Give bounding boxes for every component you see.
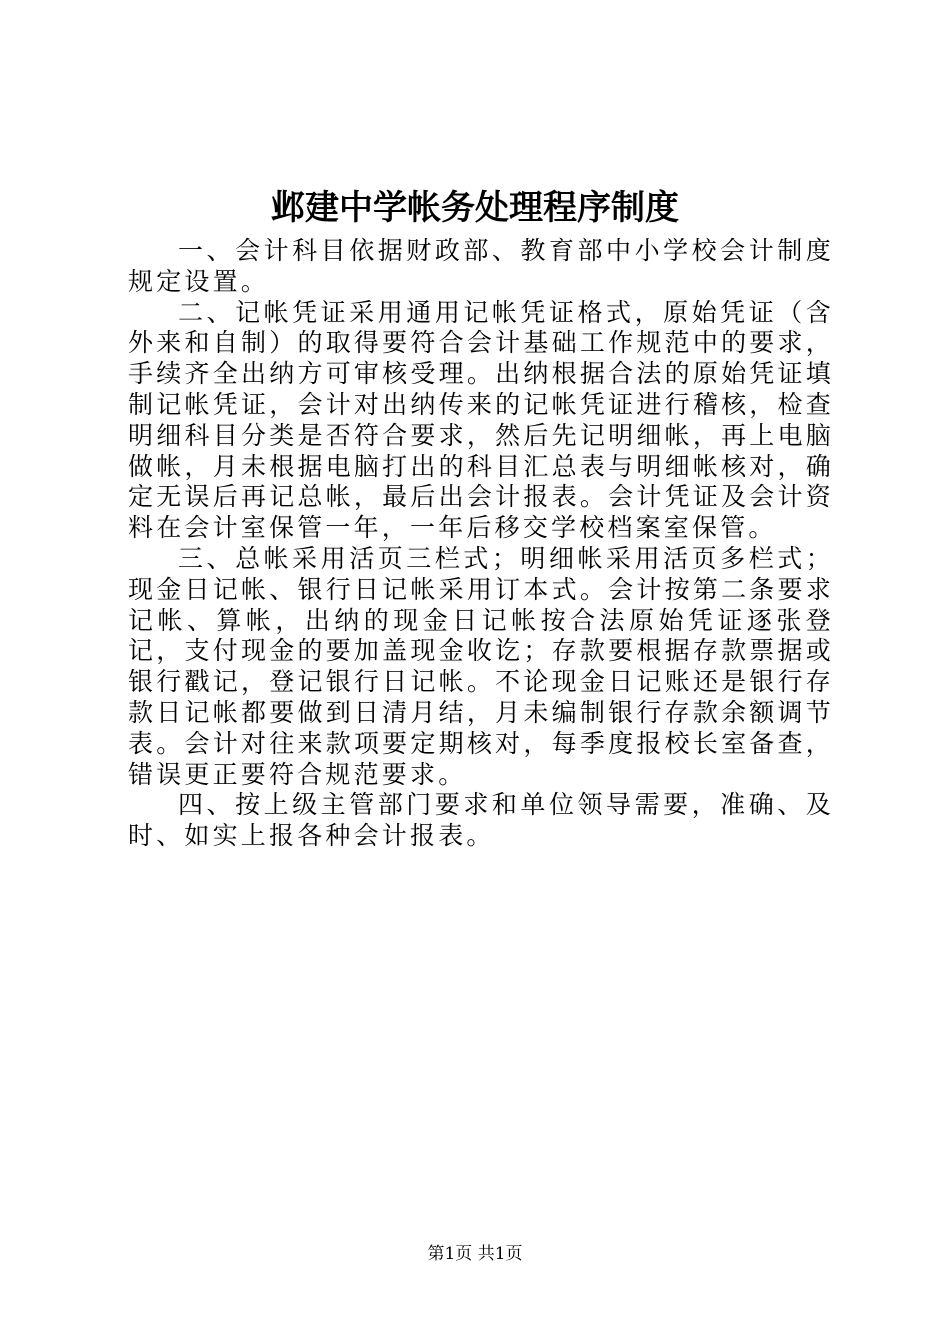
document-title: 邺建中学帐务处理程序制度 [271,188,679,228]
paragraph-2: 二、记帐凭证采用通用记帐凭证格式，原始凭证（含外来和自制）的取得要符合会计基础工作规范中的要求，手续齐全出纳方可审核受理。出纳根据合法的原始凭证填制记帐凭证，会计对出纳传来的记帐凭证进行稽核，检查明细科目分类是否符合要求，然后先记明细帐，再上电脑做帐，月未根据电脑打出的科目汇总表与明细帐核对，确定无误后再记总帐，最后出会计报表。会计凭证及会计资料在会计室保管一年，一年后移交学校档案室保管。 [128,297,834,543]
paragraph-1: 一、会计科目依据财政部、教育部中小学校会计制度规定设置。 [128,236,834,296]
paragraph-3: 三、总帐采用活页三栏式；明细帐采用活页多栏式；现金日记帐、银行日记帐采用订本式。会计按第二条要求记帐、算帐，出纳的现金日记帐按合法原始凭证逐张登记，支付现金的要加盖现金收讫；存款要根据存款票据或银行戳记，登记银行日记帐。不论现金日记账还是银行存款日记帐都要做到日清月结，月未编制银行存款余额调节表。会计对往来款项要定期核对，每季度报校长室备查，错误更正要符合规范要求。 [128,543,834,789]
document-body [128,236,834,852]
paragraph-4: 四、按上级主管部门要求和单位领导需要，准确、及时、如实上报各种会计报表。 [128,790,834,851]
page-footer: 第1页 共1页 [427,1244,523,1264]
